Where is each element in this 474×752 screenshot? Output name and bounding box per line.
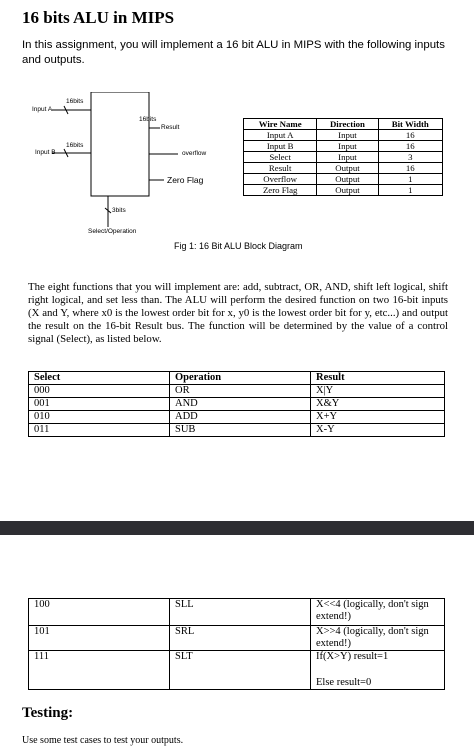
table-cell: ADD bbox=[170, 411, 311, 424]
table-row bbox=[29, 626, 445, 651]
table-cell: X<<4 (logically, don't sign extend!) bbox=[311, 599, 445, 626]
bits-b-label: 16bits bbox=[66, 142, 84, 149]
table-cell: 16 bbox=[378, 130, 442, 141]
table-header: Wire Name bbox=[244, 119, 317, 130]
testing-heading: Testing: bbox=[22, 705, 74, 721]
page-title: 16 bits ALU in MIPS bbox=[22, 8, 175, 27]
operations-table bbox=[28, 371, 445, 437]
table-cell: OR bbox=[170, 385, 311, 398]
table-cell: Zero Flag bbox=[244, 185, 317, 196]
table-row bbox=[244, 174, 443, 185]
table-cell: 111 bbox=[29, 651, 170, 690]
table-cell: Select bbox=[244, 152, 317, 163]
table-cell: SLL bbox=[170, 599, 311, 626]
table-row bbox=[29, 424, 445, 437]
input-b-label: Input B bbox=[35, 149, 56, 156]
overflow-label: overflow bbox=[182, 150, 207, 157]
table-cell: X-Y bbox=[311, 424, 445, 437]
alu-block-diagram bbox=[28, 92, 228, 237]
page-break-divider bbox=[0, 521, 474, 535]
table-cell: Input B bbox=[244, 141, 317, 152]
table-row bbox=[29, 411, 445, 424]
table-row bbox=[29, 599, 445, 626]
table-cell: Output bbox=[317, 163, 378, 174]
table-row bbox=[29, 398, 445, 411]
table-cell: 1 bbox=[378, 174, 442, 185]
table-cell: X|Y bbox=[311, 385, 445, 398]
table-cell: Input A bbox=[244, 130, 317, 141]
table-cell: 101 bbox=[29, 626, 170, 651]
result-label: Result bbox=[161, 124, 180, 131]
table-header-row bbox=[244, 119, 443, 130]
alu-diagram-svg bbox=[28, 92, 228, 237]
table-cell: 3 bbox=[378, 152, 442, 163]
table-cell: 100 bbox=[29, 599, 170, 626]
table-row bbox=[244, 185, 443, 196]
table-cell bbox=[311, 651, 445, 690]
table-cell: Input bbox=[317, 152, 378, 163]
table-cell: Input bbox=[317, 130, 378, 141]
table-cell: Input bbox=[317, 141, 378, 152]
table-row bbox=[29, 385, 445, 398]
wire-table bbox=[243, 118, 443, 196]
table-cell: SUB bbox=[170, 424, 311, 437]
operations-table-continued bbox=[28, 598, 445, 690]
table-cell: Overflow bbox=[244, 174, 317, 185]
table-cell: Output bbox=[317, 174, 378, 185]
description-paragraph: The eight functions that you will implement are: add, subtract, OR, AND, shift left logical, shift right logical, and set less than. The ALU will perform the desired function on two 16-bit inputs (X and Y, where x0 is the lowest order bit for x, y0 is the lowest order bit for y, etc...) and output the result on the 16-bit Result bus. The function will be determined by the value of a control signal (Select), as listed below. bbox=[28, 281, 448, 345]
table-cell: 010 bbox=[29, 411, 170, 424]
table-cell: 16 bbox=[378, 141, 442, 152]
input-a-label: Input A bbox=[32, 106, 53, 113]
slt-result-false: Else result=0 bbox=[316, 677, 372, 688]
table-cell: SRL bbox=[170, 626, 311, 651]
table-cell: Result bbox=[244, 163, 317, 174]
table-cell: 16 bbox=[378, 163, 442, 174]
bits-result-label: 16bits bbox=[139, 116, 157, 123]
zero-flag-label: Zero Flag bbox=[167, 175, 204, 185]
table-header: Bit Width bbox=[378, 119, 442, 130]
table-header: Operation bbox=[170, 372, 311, 385]
table-header: Result bbox=[311, 372, 445, 385]
table-cell: X>>4 (logically, don't sign extend!) bbox=[311, 626, 445, 651]
figure-caption: Fig 1: 16 Bit ALU Block Diagram bbox=[174, 241, 303, 251]
table-cell: 000 bbox=[29, 385, 170, 398]
table-cell: Output bbox=[317, 185, 378, 196]
bits-select-label: 3bits bbox=[112, 207, 126, 214]
table-cell: 001 bbox=[29, 398, 170, 411]
slt-result-true: If(X>Y) result=1 bbox=[316, 651, 389, 662]
table-cell: X&Y bbox=[311, 398, 445, 411]
table-row bbox=[244, 152, 443, 163]
table-row bbox=[29, 651, 445, 690]
table-cell: SLT bbox=[170, 651, 311, 690]
table-row bbox=[244, 163, 443, 174]
table-header: Select bbox=[29, 372, 170, 385]
table-cell: 011 bbox=[29, 424, 170, 437]
table-header: Direction bbox=[317, 119, 378, 130]
table-row bbox=[244, 141, 443, 152]
select-operation-label: Select/Operation bbox=[88, 228, 137, 235]
table-row bbox=[244, 130, 443, 141]
table-header-row bbox=[29, 372, 445, 385]
table-cell: X+Y bbox=[311, 411, 445, 424]
bits-a-label: 16bits bbox=[66, 98, 84, 105]
testing-text: Use some test cases to test your outputs. bbox=[22, 735, 184, 746]
table-cell: 1 bbox=[378, 185, 442, 196]
intro-text: In this assignment, you will implement a 16 bit ALU in MIPS with the following inputs and outputs. bbox=[22, 39, 445, 66]
table-cell: AND bbox=[170, 398, 311, 411]
